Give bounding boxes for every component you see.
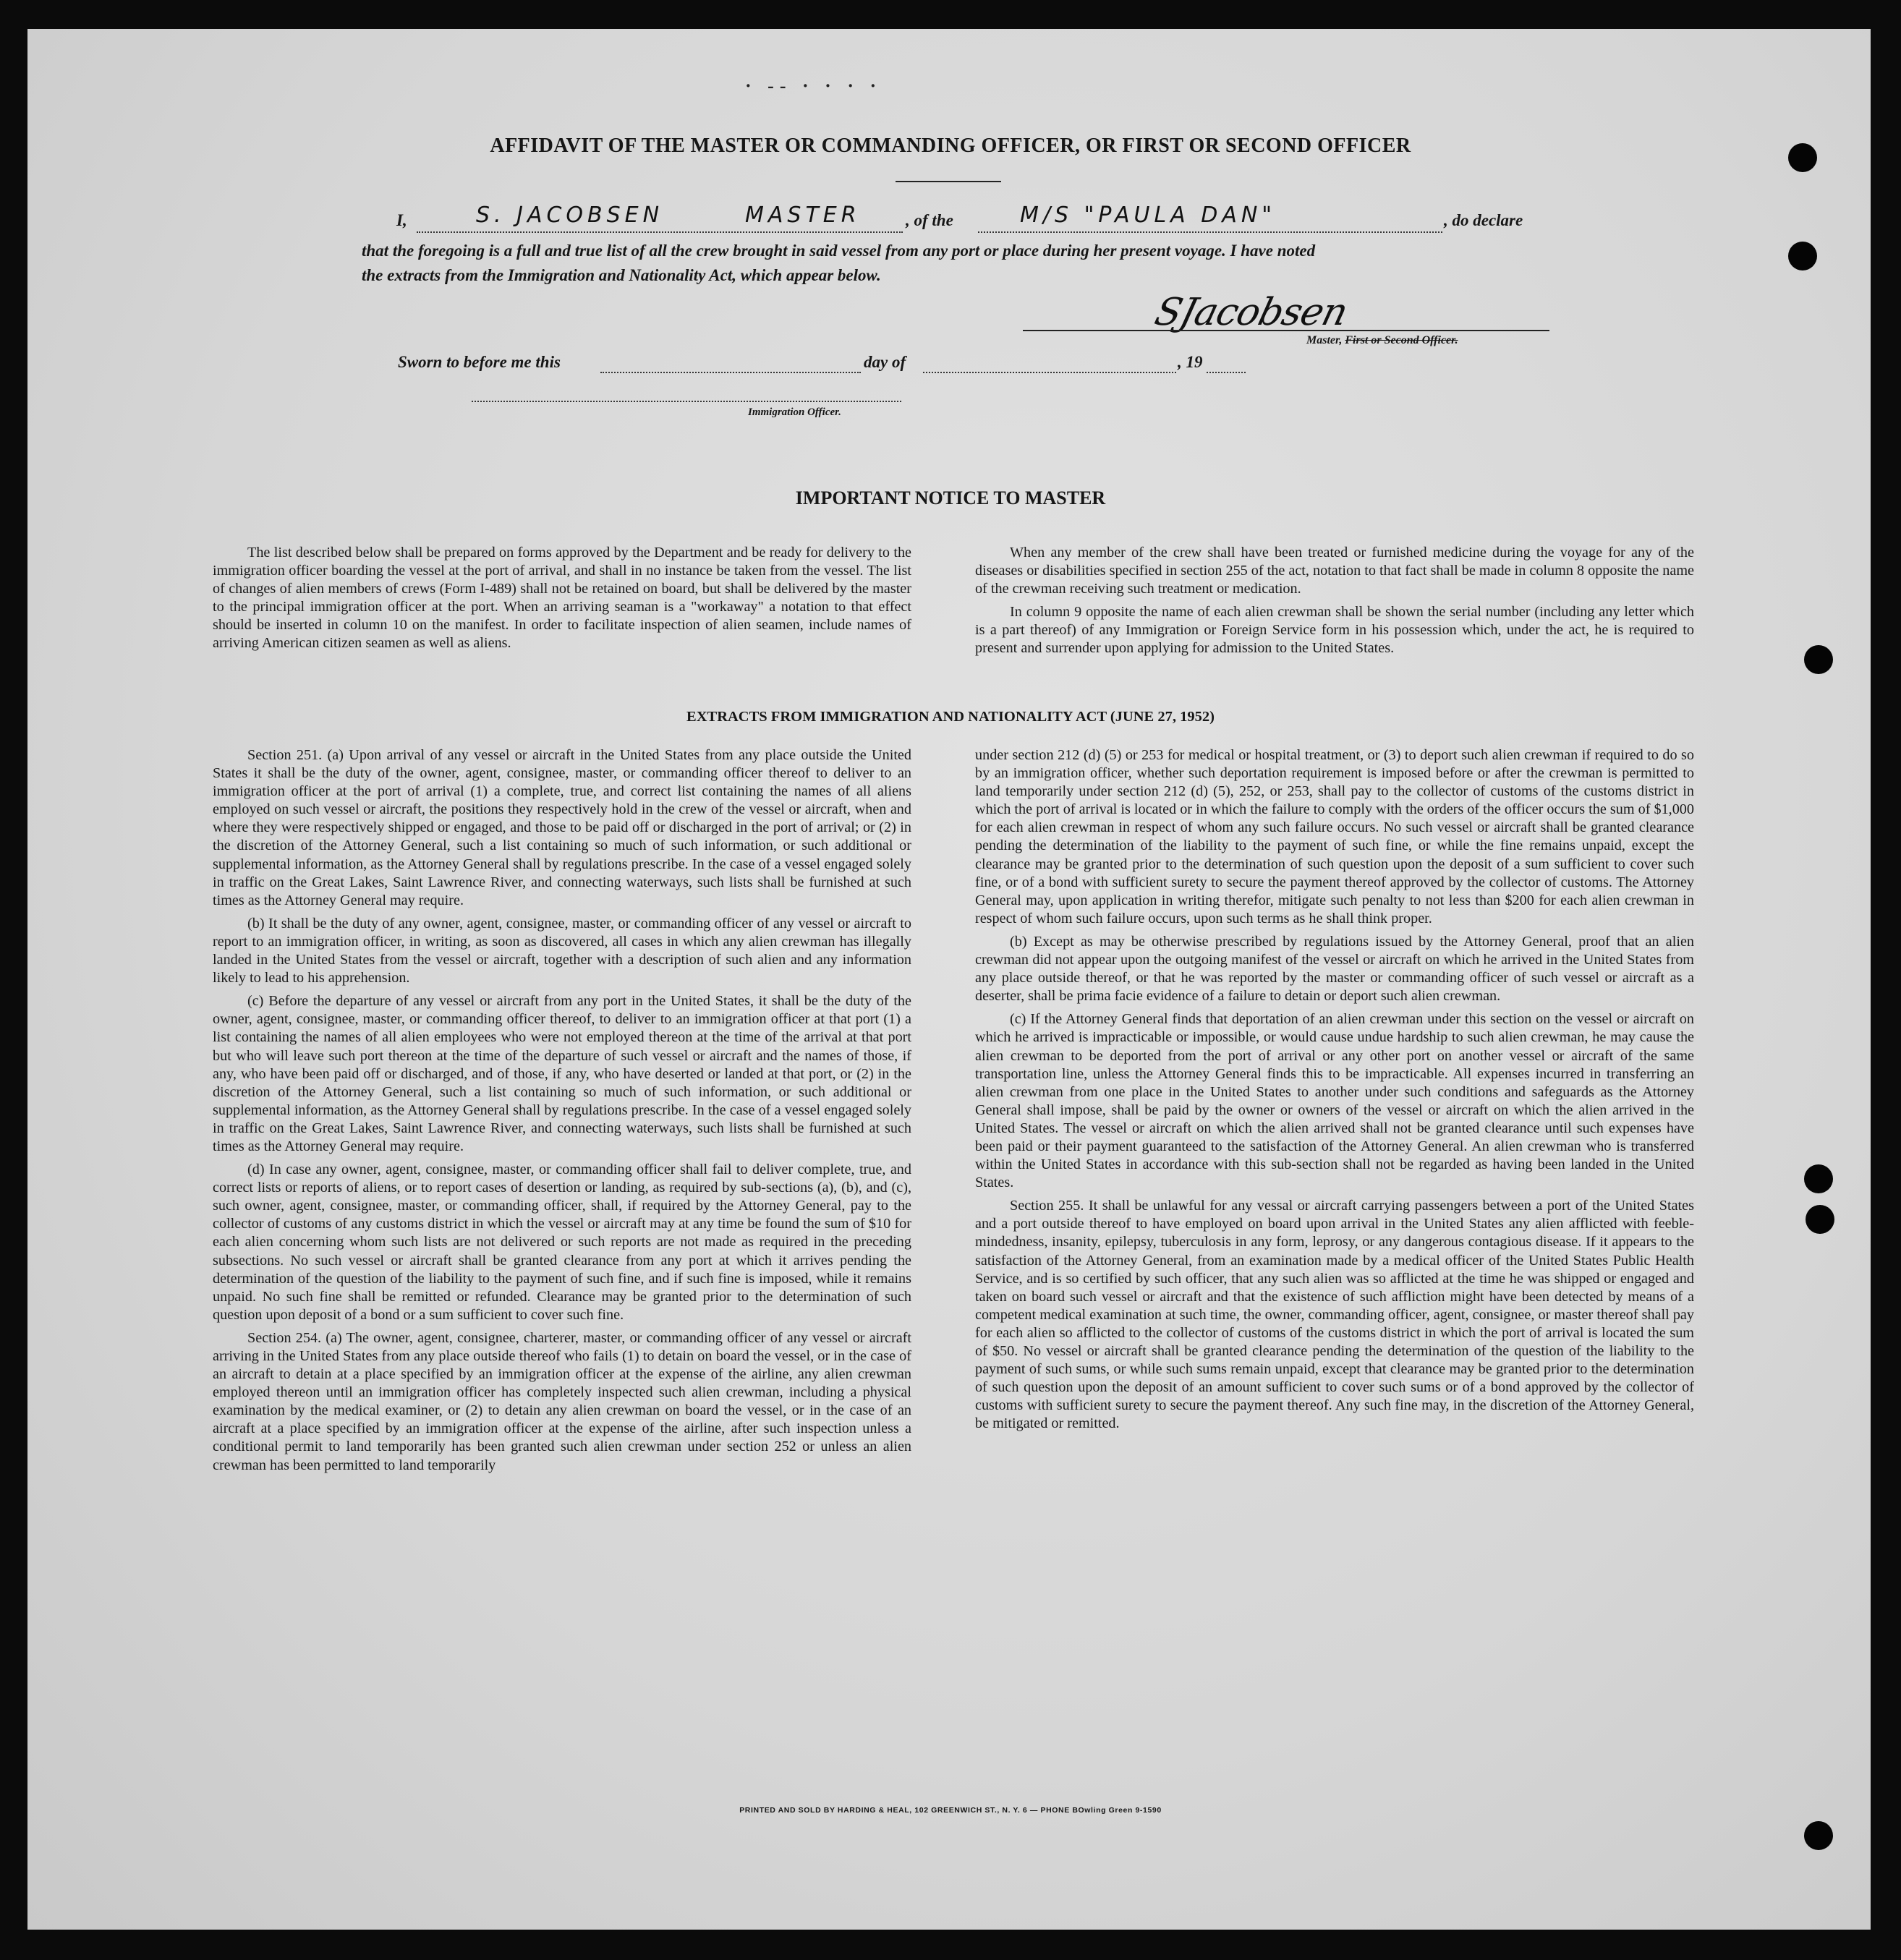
- punch-hole-4: [1804, 1164, 1833, 1193]
- extract-section-254b: (b) Except as may be otherwise prescribed by regulations issued by the Attorney General, proof that an alien crewman did not appear upon the outgoing manifest of the vessel or aircraft on which he arrived in the United States from any place outside thereof, or that he was reported by the master or commanding officer of such vessel or aircraft as a deserter, shall be prima facie evidence of a failure to detain or deport such alien crewman.: [975, 933, 1694, 1005]
- notice-right-paragraph-2: In column 9 opposite the name of each alien crewman shall be shown the serial number (including any letter which is a part thereof) of any Immigration or Foreign Service form in his possession which, under the act, he is required to present and surrender upon applying for admission to the United States.: [975, 604, 1694, 657]
- extract-section-251b: (b) It shall be the duty of any owner, agent, consignee, master, or commanding officer of any vessel or aircraft to report to an immigration officer, in writing, as soon as discovered, all cases in which any alien crewman has illegally landed in the United States from the vessel or aircraft, together with a description of such alien and any information likely to lead to his apprehension.: [213, 915, 911, 987]
- extract-section-254a-cont: under section 212 (d) (5) or 253 for medical or hospital treatment, or (3) to deport such alien crewman if required to do so by an immigration officer, whether such deportation requirement is imposed before or after the crewman is permitted to land temporarily under section 212 (d) (5), 252, or 253, shall pay to the collector of customs of the customs district in which the port of arrival is located or in which the failure to comply with the orders of the officer occurs the sum of $1,000 for each alien crewman in respect of whom any such failure occurs. No such vessel or aircraft shall be granted clearance pending the determination of the liability to the payment of such fine, or while the fine remains unpaid, except the clearance may be granted prior to the determination of such question upon the deposit of a sum sufficient to cover such fine, or of a bond with sufficient surety to secure the payment thereof approved by the collector of customs. The Attorney General may, upon application in writing therefor, mitigate such penalty to not less than $200 for each alien crewman in respect of whom such failure occurs, upon such terms as he shall think proper.: [975, 747, 1694, 926]
- master-signature: SJacobsen: [1150, 291, 1352, 334]
- declaration-line-2: the extracts from the Immigration and Nationality Act, which appear below.: [362, 266, 881, 284]
- notice-left-column: [213, 544, 911, 658]
- master-name-handwritten: S. JACOBSEN: [476, 203, 664, 228]
- affidavit-title: AFFIDAVIT OF THE MASTER OR COMMANDING OFFICER, OR FIRST OR SECOND OFFICER: [490, 135, 1411, 157]
- punch-hole-6: [1804, 1821, 1833, 1850]
- do-declare-label: , do declare: [1444, 211, 1523, 229]
- immigration-officer-line: [472, 383, 901, 402]
- extract-section-254a: Section 254. (a) The owner, agent, consignee, charterer, master, or commanding officer of any vessel or aircraft arriving in the United States from any place outside thereof who fails (1) to detain on board the vessel, or in the case of an aircraft to detain at a place specified by an immigration officer at the expense of the airline, any alien crewman employed thereon until an immigration officer has completely inspected such alien crewman, including a physical examination by the medical examiner, or (2) to detain any alien crewman on board the vessel, or in the case of an aircraft at a place specified by an immigration officer at the expense of the airline, after such inspection unless a conditional permit to land temporarily has been granted such alien crewman under section 252 or unless an alien crewman has been permitted to land temporarily: [213, 1329, 911, 1473]
- vessel-name-handwritten: M/S "PAULA DAN": [1020, 203, 1277, 228]
- declaration-line-1: that the foregoing is a full and true list of all the crew brought in said vessel from any port or place during her present voyage. I have noted: [362, 242, 1316, 260]
- extracts-title: EXTRACTS FROM IMMIGRATION AND NATIONALITY ACT (JUNE 27, 1952): [686, 709, 1215, 725]
- extracts-left-column: [213, 746, 911, 1480]
- extract-section-251d: (d) In case any owner, agent, consignee, master, or commanding officer shall fail to deliver complete, true, and correct lists or reports of aliens, or to report cases of desertion or landing, as required by sub-sections (a), (b), and (c), such owner, agent, consignee, master, or commanding officer, shall, if required by the Attorney General, pay to the collector of customs of any customs district in which the vessel or aircraft may at any time be found the sum of $10 for each alien concerning whom such lists are not delivered or such reports are not made as required in the preceding subsections. No such vessel or aircraft shall be granted clearance from any port at which it arrives pending the determination of the question of the liability to the payment of such fine, and if such fine is imposed, while it remains unpaid. No such fine shall be remitted or refunded. Clearance may be granted prior to the determination of such question upon deposit of a bond or a sum sufficient to cover such fine.: [213, 1162, 911, 1323]
- signature-role-prefix: Master,: [1306, 334, 1345, 346]
- sworn-year-field: [1207, 350, 1246, 373]
- signature-role-caption: [1306, 334, 1458, 347]
- sworn-label: Sworn to before me this: [398, 353, 561, 371]
- day-of-label: day of: [864, 353, 906, 371]
- printer-footer: PRINTED AND SOLD BY HARDING & HEAL, 102 GREENWICH ST., N. Y. 6 — PHONE BOwling Green 9-1590: [739, 1806, 1162, 1815]
- i-label: I,: [396, 211, 407, 229]
- extract-section-255: Section 255. It shall be unlawful for any vessal or aircraft carrying passengers between a port of the United States and a port outside thereof to have employed on board upon arrival in the United States any alien afflicted with feeble-mindedness, insanity, epilepsy, tuberculosis in any form, leprosy, or any dangerous contagious disease. If it appears to the satisfaction of the Attorney General, from an examination made by a medical officer of the United States Public Health Service, and is so certified by such officer, that any such alien was so afflicted at the time he was shipped or engaged and taken on board such vessel or aircraft and that the existence of such affliction might have been detected by means of a competent medical examination at such time, the owner, commanding officer, agent, consignee, or master thereof shall pay for each alien so afflicted to the collector of customs of the customs district in which the port of arrival is located the sum of $50. No vessel or aircraft shall be granted clearance pending the determination of the question of the liability to the payment of such sums, or while such sums remain unpaid, except that clearance may be granted prior to the determination of such question upon the deposit of an amount sufficient to cover such sums or of a bond approved by the collector of customs with sufficient surety to secure the payment thereof. Any such fine may, in the discretion of the Attorney General, be mitigated or remitted.: [975, 1198, 1694, 1432]
- scan-specks: · -- · · · ·: [745, 75, 883, 96]
- punch-hole-5: [1806, 1205, 1834, 1234]
- sworn-month-field: [923, 350, 1176, 373]
- extract-section-251a: Section 251. (a) Upon arrival of any vessel or aircraft in the United States from any place outside the United States it shall be the duty of the owner, agent, consignee, master, or commanding officer thereof to deliver to an immigration officer at the port of arrival (1) a complete, true, and correct list containing the names of all aliens employed on such vessel or aircraft, the positions they respectively hold in the crew of the vessel or aircraft, when and where they were respectively shipped or engaged, and those to be paid off or discharged in the port of arrival; or (2) in the discretion of the Attorney General, such a list containing so much of such information, or such additional or supplemental information, as the Attorney General shall by regulations prescribe. In the case of a vessel engaged solely in traffic on the Great Lakes, Saint Lawrence River, and connecting waterways, such lists shall be furnished at such times as the Attorney General may require.: [213, 747, 911, 908]
- notice-title: IMPORTANT NOTICE TO MASTER: [795, 487, 1106, 508]
- signature-line: [1023, 330, 1549, 331]
- master-rank-handwritten: MASTER: [745, 203, 861, 228]
- year-label: , 19: [1178, 353, 1203, 371]
- extract-section-254c: (c) If the Attorney General finds that deportation of an alien crewman under this section on the vessel or aircraft on which he arrived is impracticable or impossible, or would cause undue hardship to such alien crewman, he may cause the alien crewman to be deported from the port of arrival or any other port on another vessel or aircraft of the same transportation line, unless the Attorney General finds this to be impracticable. All expenses incurred in transferring an alien crewman from one place in the United States to another under such conditions and safeguards as the Attorney General shall impose, shall be paid by the owner or owners of the vessel or aircraft on which the alien arrived in the United States. The vessel or aircraft on which the alien arrived shall not be granted clearance until such expenses have been paid or their payment guaranteed to the satisfaction of the Attorney General. An alien crewman who is transferred within the United States in accordance with this sub-section shall not be regarded as having been landed in the United States.: [975, 1011, 1694, 1191]
- notice-right-paragraph-1: When any member of the crew shall have been treated or furnished medicine during the voyage for any of the diseases or disabilities specified in section 255 of the act, notation to that fact shall be made in column 8 opposite the name of the crewman receiving such treatment or medication.: [975, 545, 1694, 597]
- sworn-day-field: [600, 350, 861, 373]
- punch-hole-3: [1804, 645, 1833, 674]
- notice-left-paragraph: The list described below shall be prepared on forms approved by the Department and be ready for delivery to the immigration officer boarding the vessel at the port of arrival, and shall in no instance be taken from the vessel. The list of changes of alien members of crews (Form I-489) shall not be retained on board, but shall be delivered by the master to the principal immigration officer at the port. When an arriving seaman is a "workaway" a notation to that effect should be inserted in column 10 on the manifest. In order to facilitate inspection of alien seamen, include names of arriving American citizen seamen as well as aliens.: [213, 545, 911, 652]
- extract-section-251c: (c) Before the departure of any vessel or aircraft from any port in the United States, it shall be the duty of the owner, agent, consignee, master, or commanding officer thereof, to deliver to an immigration officer at that port (1) a list containing the names of all alien employees who were not employed thereon at the time of the arrival at that port but who will leave such port thereon at the time of the departure of such vessel or aircraft and the names of those, if any, who have been paid off or discharged, and of those, if any, who have deserted or landed at that port, or (2) in the discretion of the Attorney General, such a list containing so much of such information, or such additional or supplemental information, as the Attorney General shall by regulations prescribe. In the case of a vessel engaged solely in traffic on the Great Lakes, Saint Lawrence River, and connecting waterways, such lists shall be furnished at such times as the Attorney General may require.: [213, 993, 911, 1154]
- title-rule: [896, 181, 1001, 182]
- of-the-label: , of the: [906, 211, 953, 229]
- notice-right-column: [975, 544, 1694, 663]
- immigration-officer-caption: Immigration Officer.: [748, 406, 841, 418]
- extracts-right-column: [975, 746, 1694, 1438]
- punch-hole-2: [1788, 242, 1817, 270]
- signature-role-struck: First or Second Officer.: [1345, 334, 1458, 346]
